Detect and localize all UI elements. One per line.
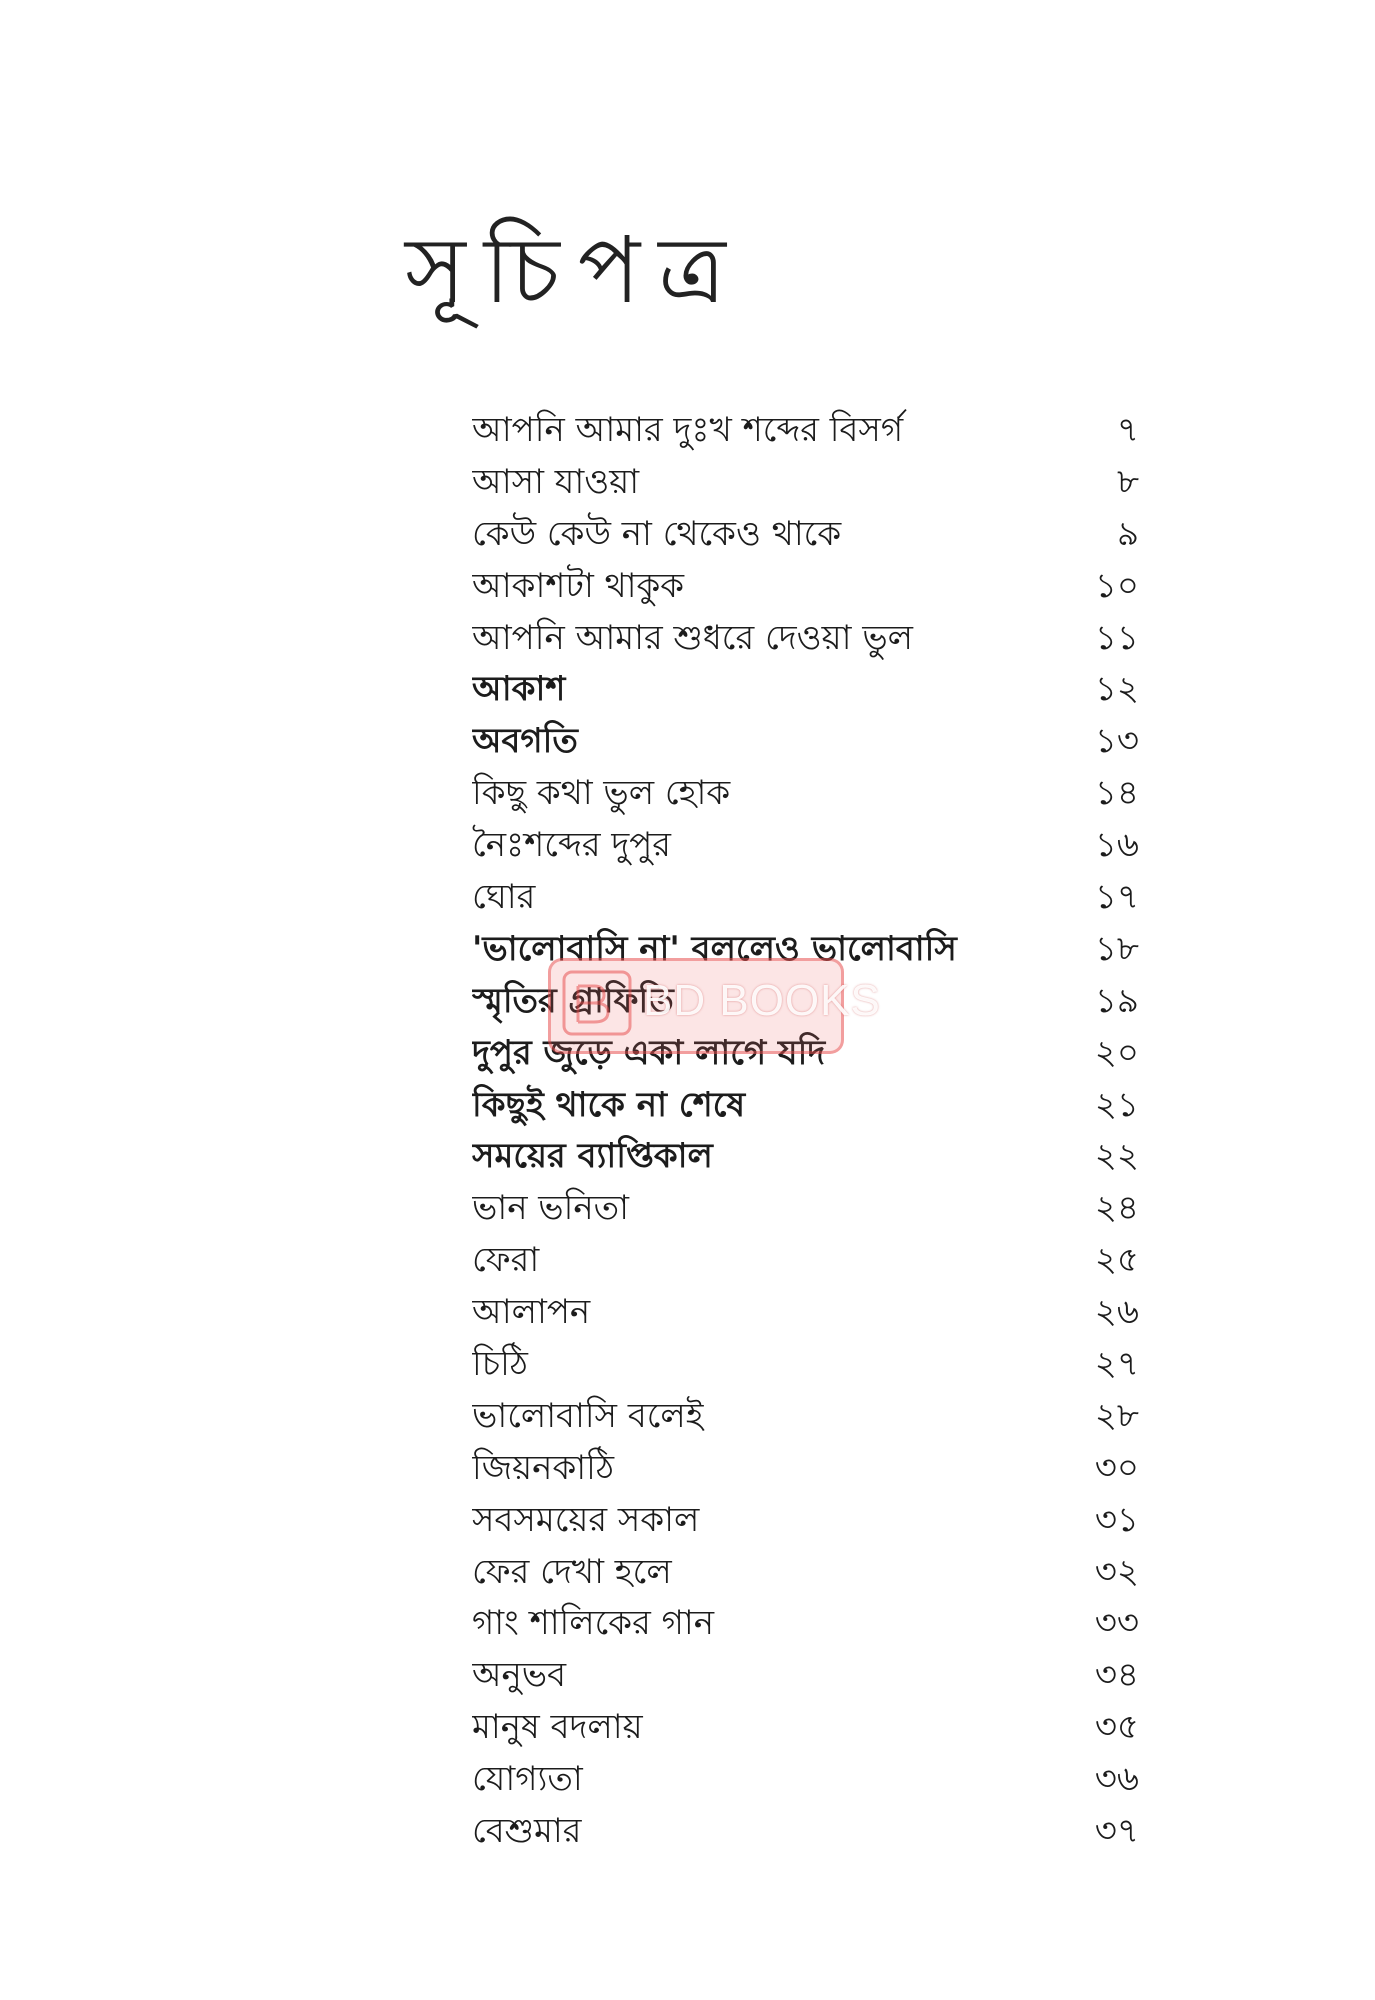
toc-entry-page: ১০ <box>1094 565 1139 606</box>
toc-entry-title: ভান ভনিতা <box>472 1188 630 1229</box>
toc-entry <box>472 924 1147 976</box>
toc-entry-page: ২৬ <box>1094 1292 1139 1333</box>
toc-entry-page: ১৮ <box>1094 928 1139 969</box>
toc-entry-page: ৩০ <box>1094 1447 1139 1488</box>
toc-entry-page: ২৪ <box>1094 1188 1139 1229</box>
toc-entry <box>472 1598 1147 1650</box>
page-title: সূচিপত্র <box>405 217 744 324</box>
toc-entry <box>472 768 1147 820</box>
toc-entry <box>472 613 1147 665</box>
toc-entry <box>472 1754 1147 1806</box>
toc-entry-page: ১৯ <box>1094 980 1139 1021</box>
toc-entry-page: ৩৭ <box>1094 1811 1139 1852</box>
toc-entry <box>472 1443 1147 1495</box>
toc-entry <box>472 1183 1147 1235</box>
toc-entry-title: ঘোর <box>472 877 536 918</box>
toc-entry-title: আসা যাওয়া <box>472 461 640 502</box>
toc-entry-title: ভালোবাসি বলেই <box>472 1395 704 1436</box>
toc-entry-page: ২৭ <box>1094 1344 1139 1385</box>
toc-entry <box>472 664 1147 716</box>
toc-entry-page: ২০ <box>1094 1032 1139 1073</box>
toc-entry <box>472 820 1147 872</box>
toc-entry-title: অবগতি <box>472 721 578 762</box>
toc-entry-page: ৩৫ <box>1094 1707 1139 1748</box>
toc-entry-title: আলাপন <box>472 1292 591 1333</box>
toc-entry <box>472 561 1147 613</box>
toc-entry <box>472 1080 1147 1132</box>
toc-entry <box>472 457 1147 509</box>
toc-entry-title: দুপুর জুড়ে একা লাগে যদি <box>472 1032 826 1073</box>
toc-entry <box>472 1650 1147 1702</box>
toc-entry-title: কেউ কেউ না থেকেও থাকে <box>472 513 842 554</box>
toc-entry <box>472 1131 1147 1183</box>
toc-entry-title: সময়ের ব্যাপ্তিকাল <box>472 1136 713 1177</box>
toc-entry-page: ১৬ <box>1094 825 1139 866</box>
toc-entry-page: ৩৩ <box>1094 1603 1139 1644</box>
toc-entry <box>472 872 1147 924</box>
toc-entry-page: ৩১ <box>1094 1499 1139 1540</box>
toc-entry-title: অনুভব <box>472 1655 566 1696</box>
toc-entry-page: ২২ <box>1094 1136 1139 1177</box>
toc-entry-title: সবসময়ের সকাল <box>472 1499 700 1540</box>
toc-entry-title: ফেরা <box>472 1240 540 1281</box>
toc-entry <box>472 1235 1147 1287</box>
toc-entry-page: ৮ <box>1116 461 1139 502</box>
toc-entry <box>472 405 1147 457</box>
toc-entry-title: গাং শালিকের গান <box>472 1603 715 1644</box>
toc-entry-page: ১৩ <box>1094 721 1139 762</box>
toc-entry-page: ২৮ <box>1094 1395 1139 1436</box>
toc-entry <box>472 1287 1147 1339</box>
toc-entry-page: ১২ <box>1094 669 1139 710</box>
toc-entry-title: স্মৃতির গ্রাফিতি <box>472 980 674 1021</box>
toc-entry-title: কিছুই থাকে না শেষে <box>472 1084 746 1125</box>
toc-entry-title: আকাশটা থাকুক <box>472 565 685 606</box>
toc-entry-title: আপনি আমার শুধরে দেওয়া ভুল <box>472 617 914 658</box>
toc-entry <box>472 1339 1147 1391</box>
toc-entry-title: আকাশ <box>472 669 566 710</box>
toc-entry-page: ৭ <box>1116 410 1139 450</box>
toc-entry-page: ২১ <box>1094 1084 1139 1125</box>
toc-entry-title: কিছু কথা ভুল হোক <box>472 773 731 814</box>
toc-entry-page: ৯ <box>1116 513 1139 554</box>
toc-entry <box>472 1702 1147 1754</box>
toc-entry-title: জিয়নকাঠি <box>472 1447 615 1488</box>
watermark-text: BD BOOKS <box>643 976 881 1025</box>
toc-list <box>472 405 1147 1858</box>
toc-entry-page: ৩২ <box>1094 1551 1139 1592</box>
toc-entry-page: ১১ <box>1094 617 1139 658</box>
toc-entry <box>472 1391 1147 1443</box>
toc-entry-page: ১৪ <box>1094 773 1139 814</box>
toc-entry <box>472 1806 1147 1858</box>
toc-entry-page: ৩৪ <box>1094 1655 1139 1696</box>
toc-entry-page: ২৫ <box>1094 1240 1139 1281</box>
toc-entry-title: 'ভালোবাসি না' বললেও ভালোবাসি <box>472 928 957 969</box>
toc-entry <box>472 716 1147 768</box>
toc-entry-title: আপনি আমার দুঃখ শব্দের বিসর্গ <box>472 410 904 450</box>
toc-entry-title: বেশুমার <box>472 1811 582 1852</box>
toc-entry-title: চিঠি <box>472 1344 528 1385</box>
toc-entry-title: যোগ্যতা <box>472 1759 583 1800</box>
toc-entry <box>472 976 1147 1028</box>
toc-entry <box>472 1547 1147 1599</box>
toc-entry-title: ফের দেখা হলে <box>472 1551 672 1592</box>
toc-entry-title: মানুষ বদলায় <box>472 1707 643 1748</box>
toc-entry-title: নৈঃশব্দের দুপুর <box>472 825 671 866</box>
toc-entry <box>472 1028 1147 1080</box>
toc-entry-page: ১৭ <box>1094 877 1139 918</box>
toc-entry-page: ৩৬ <box>1094 1759 1139 1800</box>
toc-entry <box>472 1495 1147 1547</box>
toc-entry <box>472 509 1147 561</box>
